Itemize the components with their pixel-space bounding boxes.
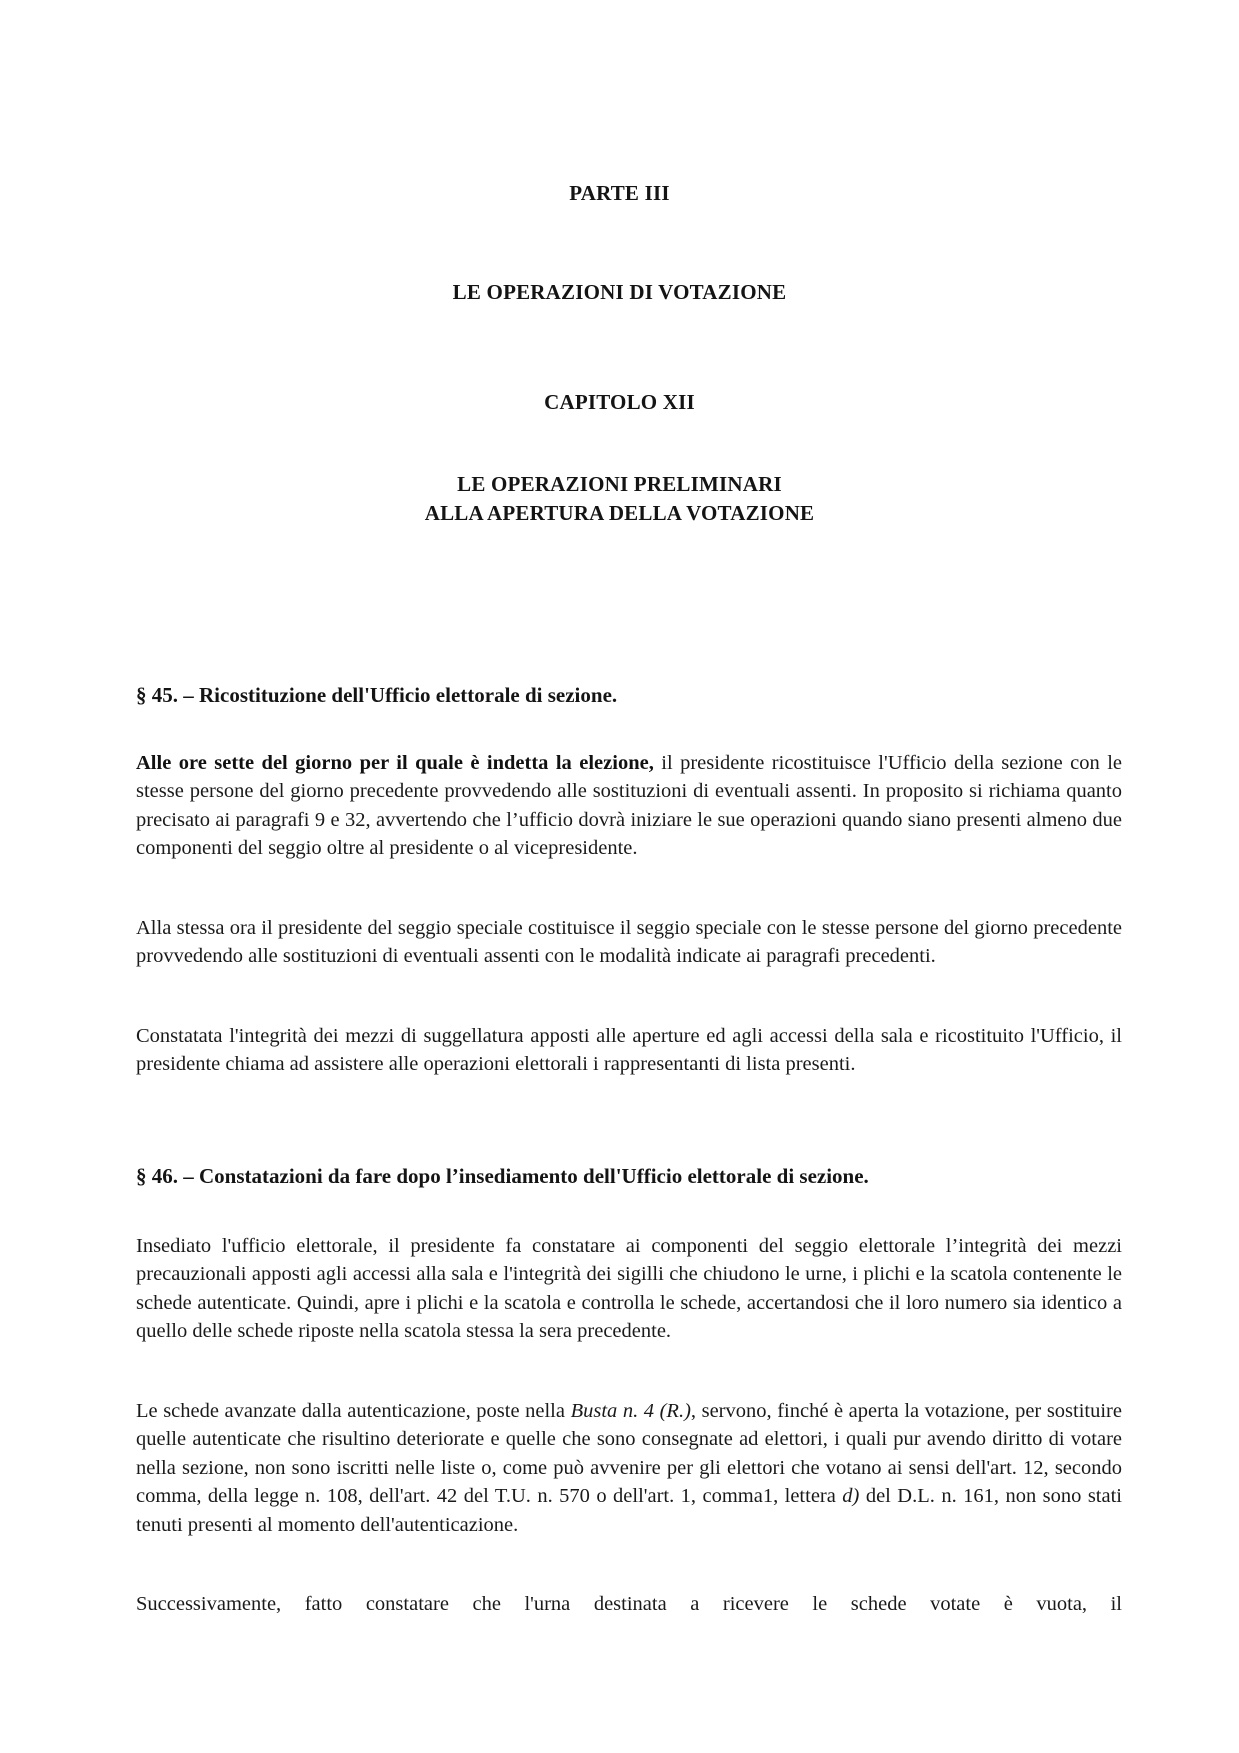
section-45-paragraph-3: Constatata l'integrità dei mezzi di suggellatura apposti alle aperture ed agli accessi della sala e ricostituito l'Ufficio, il presidente chiama ad assistere alle operazioni elettorali i rappresentanti di lista presenti.: [136, 1025, 1122, 1076]
paragraph-text: , servono, finché è aperta la votazione, per sostituire quelle autenticate che risultino deteriorate e quelle che sono consegnate ad elettori, i quali pur avendo diritto di votare nella sezione, non sono iscritti nelle liste o, come può avvenire per gli elettori che votano ai sensi dell'art. 12, secondo comma, della legge n. 108, dell'art. 42 del T.U. n. 570 o dell'art. 1, comma1, lettera: [136, 1400, 1122, 1508]
section-45-title: § 45. – Ricostituzione dell'Ufficio elettorale di sezione.: [136, 683, 618, 707]
section-46-paragraph-1: Insediato l'ufficio elettorale, il presidente fa constatare ai componenti del seggio elettorale l’integrità dei mezzi precauzionali apposti agli accessi alla sala e l'integrità dei sigilli che chiudono le urne, i plichi e la scatola contenente le schede autenticate. Quindi, apre i plichi e la scatola e controlla le schede, accertandosi che il loro numero sia identico a quello delle schede riposte nella scatola stessa la sera precedente.: [136, 1235, 1122, 1343]
chapter-title-line-2: ALLA APERTURA DELLA VOTAZIONE: [424, 501, 815, 525]
section-46-paragraph-2: [136, 1397, 1122, 1539]
section-46-paragraph-3: Successivamente, fatto constatare che l'urna destinata a ricevere le schede votate è vuota, il: [136, 1593, 1122, 1615]
bold-lead: Alle ore sette del giorno per il quale è indetta la elezione,: [136, 752, 654, 774]
section-45-paragraph-1: [136, 749, 1122, 863]
section-46-title: § 46. – Constatazioni da fare dopo l’insediamento dell'Ufficio elettorale di sezione.: [136, 1164, 869, 1188]
italic-reference: Busta n. 4 (R.): [570, 1400, 691, 1422]
part-title: LE OPERAZIONI DI VOTAZIONE: [452, 280, 787, 304]
paragraph-text: del D.L. n. 161, non sono stati tenuti presenti al momento dell'autenticazione.: [136, 1485, 1122, 1536]
paragraph-text: il presidente ricostituisce l'Ufficio della sezione con le stesse persone del giorno precedente provvedendo alle sostituzioni di eventuali assenti. In proposito si richiama quanto precisato ai paragrafi 9 e 32, avvertendo che l’ufficio dovrà iniziare le sue operazioni quando siano presenti almeno due componenti del seggio oltre al presidente o al vicepresidente.: [136, 752, 1123, 860]
italic-reference: d): [842, 1485, 860, 1508]
section-45-paragraph-2: Alla stessa ora il presidente del seggio speciale costituisce il seggio speciale con le stesse persone del giorno precedente provvedendo alle sostituzioni di eventuali assenti con le modalità indicate ai paragrafi precedenti.: [136, 917, 1122, 968]
paragraph-text: Le schede avanzate dalla autenticazione, poste nella: [136, 1400, 571, 1422]
chapter-title-line-1: LE OPERAZIONI PRELIMINARI: [457, 472, 782, 496]
chapter-heading: CAPITOLO XII: [544, 390, 695, 414]
part-heading: PARTE III: [569, 181, 670, 205]
